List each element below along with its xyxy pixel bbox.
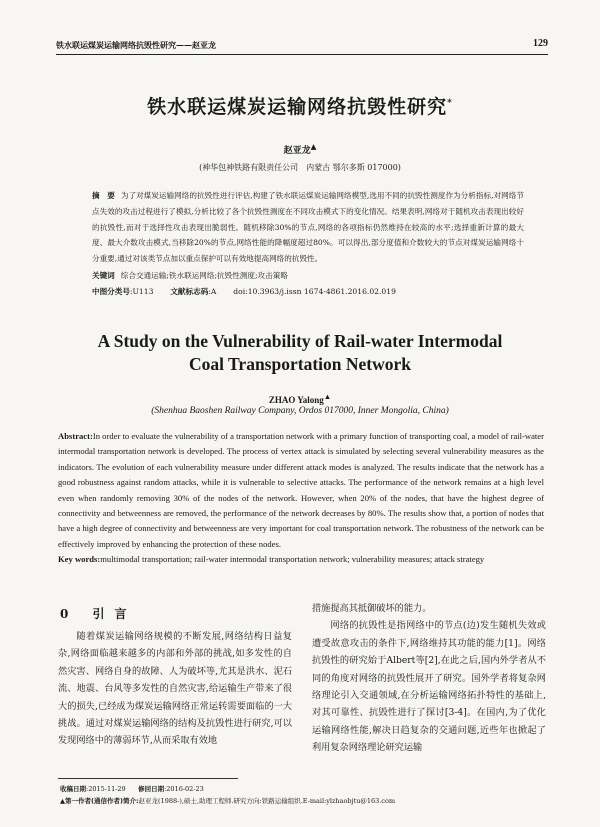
author-note-label: ▲第一作者(通信作者)简介: [60, 797, 139, 805]
author-cn-mark: ▲ [310, 142, 317, 151]
author-note-text: 赵亚龙(1988-),硕士,助理工程师.研究方向:铁路运输组织.E-mail:ylzhaobjtu@163.com [138, 797, 396, 805]
doi-value: 10.3963/j.issn 1674-4861.2016.02.019 [247, 286, 396, 296]
abstract-en [58, 429, 544, 552]
body-paragraph-continued: 措施提高其抵御破坏的能力。 [312, 603, 432, 614]
page-number: 129 [533, 38, 548, 49]
clc-value: U113 [132, 286, 154, 296]
revised-label: 修回日期 [138, 785, 165, 793]
footnote-divider [58, 778, 238, 779]
received-label: 收稿日期 [60, 785, 86, 793]
keywords-en-text: multimodal transportation; rail-water intermodal transportation network; vulnerability measures; attack strategy [100, 554, 485, 564]
doi-label: doi [233, 286, 246, 296]
doc-code-label: 文献标志码 [170, 286, 209, 296]
abstract-cn-label: 摘 要 [92, 191, 115, 200]
footnotes [60, 783, 540, 807]
keywords-cn-label: 关键词 [92, 271, 115, 280]
paper-title-en-line2: Coal Transportation Network [189, 354, 411, 374]
body-paragraph: 随着煤炭运输网络规模的不断发展,网络结构日益复杂,网络面临越来越多的内部和外部的挑战,如多发性的自然灾害、网络自身的故障、人为破坏等,尤其是洪水、泥石流、地震、台风等多发性的自然灾害,给运输生产带来了很大的损失,已经成为煤炭运输网络正常运转需要面临的一大挑战。通过对煤炭运输网络的结构及抗毁性进行研究,可以发现网络中的薄弱环节,从而采取有效地 [58, 631, 292, 747]
paper-title-cn-text: 铁水联运煤炭运输网络抗毁性研究 [147, 96, 448, 118]
abstract-cn [92, 188, 524, 267]
paper-title-cn [0, 92, 600, 119]
section-number: 0 [60, 607, 79, 621]
affiliation-cn: (神华包神铁路有限责任公司 内蒙古 鄂尔多斯 017000) [199, 163, 401, 172]
keywords-cn-text: 综合交通运输;铁水联运网络;抗毁性测度;攻击策略 [120, 271, 288, 280]
section-title: 引言 [92, 607, 137, 621]
author-en [0, 392, 600, 405]
author-en-mark: ▲ [323, 392, 332, 401]
section-heading [60, 605, 137, 622]
clc-label: 中图分类号 [92, 286, 130, 296]
running-head [56, 38, 548, 55]
keywords-en [58, 552, 544, 567]
body-column-left [58, 628, 292, 750]
author-cn [0, 142, 600, 156]
title-footnote-mark: * [447, 98, 453, 109]
keywords-cn [92, 268, 524, 284]
footnote-dates: 收稿日期:2015-11-29 修回日期:2016-02-23 [60, 785, 204, 793]
doc-code-value: A [210, 286, 217, 296]
footnote-author [60, 795, 540, 807]
paper-title-en [0, 330, 600, 376]
metadata-cn [92, 268, 524, 300]
running-head-title: 铁水联运煤炭运输网络抗毁性研究——赵亚龙 [56, 40, 216, 50]
author-en-name: ZHAO Yalong [268, 395, 324, 405]
author-cn-name: 赵亚龙 [283, 146, 311, 156]
revised-date: 2016-02-23 [166, 785, 204, 793]
received-date: 2015-11-29 [88, 785, 126, 793]
affiliation-en: (Shenhua Baoshen Railway Company, Ordos 017000, Inner Mongolia, China) [151, 406, 449, 416]
classification-line: 中图分类号:U113 文献标志码:A doi:10.3963/j.issn 1674-4861.2016.02.019 [92, 286, 396, 296]
keywords-en-label: Key words: [58, 554, 101, 564]
paper-title-en-line1: A Study on the Vulnerability of Rail-water Intermodal [97, 331, 503, 351]
abstract-cn-text: 为了对煤炭运输网络的抗毁性进行评估,构建了铁水联运煤炭运输网络模型,选用不同的抗毁性测度作为分析指标,对网络节点失效的攻击过程进行了模拟,分析比较了各个抗毁性测度在不同攻击模式下的变化情况。结果表明,网络对于随机攻击表现出较好的抗毁性,而对于选择性攻击表现出脆弱性。随机移除30%的节点,网络的各项指标仍然维持在较高的水平;选择重新计算的最大度、最大介数攻击模式,当移除20%的节点,网络性能的降幅度超过80%。可以得出,部分度值和介数较大的节点对煤炭运输网络十分重要,通过对该类节点加以重点保护可以有效地提高网络的抗毁性。 [92, 191, 524, 264]
abstract-en-text: In order to evaluate the vulnerability of a transportation network with a primary function of transporting coal, a model of rail-water intermodal transportation network is developed. The process of vertex attack is simulated by selecting several vulnerability measures as the indicators. The evolution of each vulnerability measure under different attack modes is analyzed. The results indicate that the network has a good robustness against random attacks, while it is vulnerable to selective attacks. The performance of the network remains at a high level even when randomly removing 30% of the nodes of the network. However, when 20% of the nodes, that have the highest degree of connectivity and betweenness are removed, the performance of the network decreases by 80%. The results show that, a portion of nodes that have a high degree of connectivity and betweenness are very important for coal transportation network. The robustness of the network can be effectively improved by enhancing the protection of these nodes. [58, 431, 544, 549]
abstract-en-label: Abstract: [58, 431, 93, 441]
body-paragraph: 网络的抗毁性是指网络中的节点(边)发生随机失效或遭受故意攻击的条件下,网络维持其功能的能力[1]。网络抗毁性的研究始于Albert等[2],在此之后,国内外学者从不同的角度对网络的抗毁性展开了研究。国外学者将复杂网络理论引入交通领域,在分析运输网络拓扑特性的基础上,对其可靠性、抗毁性进行了探讨[3-4]。在国内,为了优化运输网络性能,解决日趋复杂的交通问题,近些年也掀起了利用复杂网络理论研究运输 [312, 620, 546, 754]
body-column-right [312, 600, 546, 757]
